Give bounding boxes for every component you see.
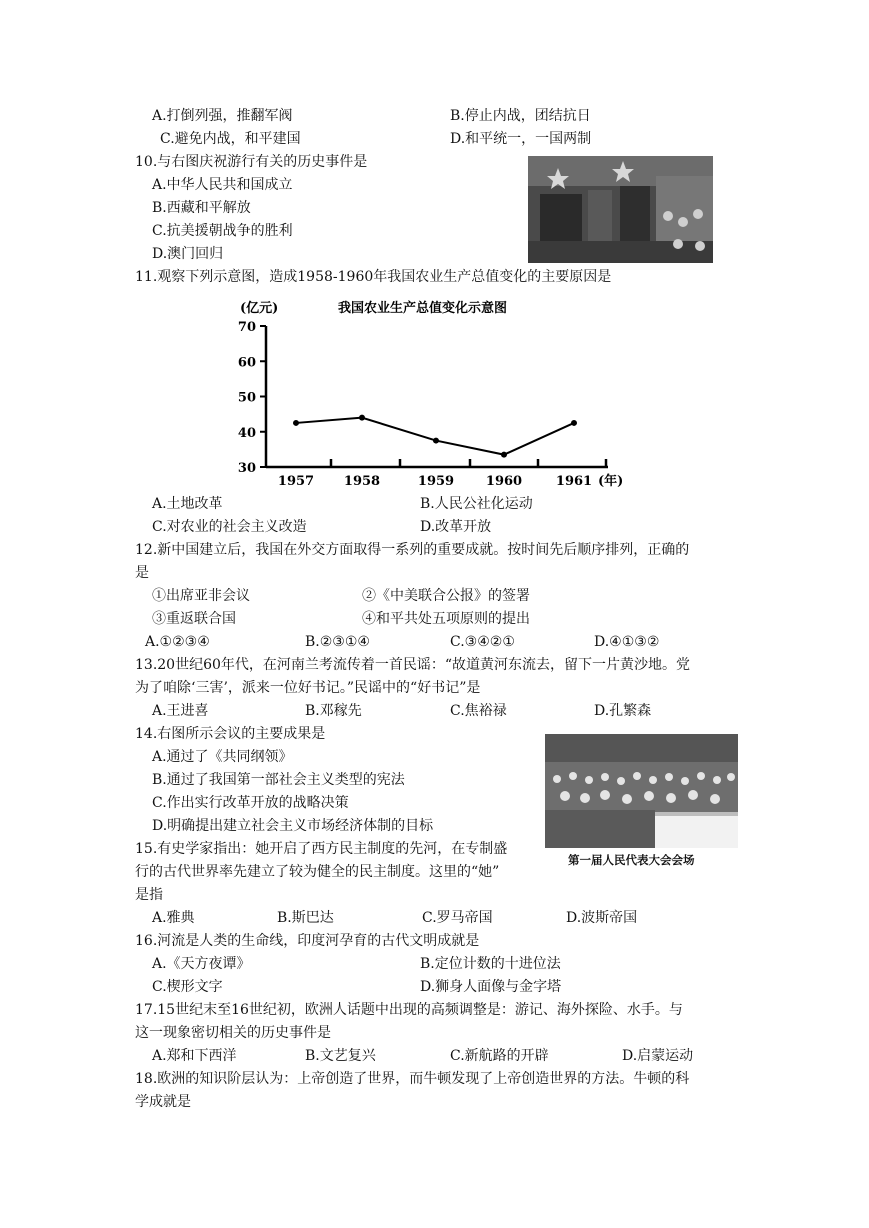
q12-item-3: ③重返联合国 (152, 611, 236, 627)
q17-stem-line2: 这一现象密切相关的历史事件是 (135, 1025, 331, 1041)
q11-stem: 11.观察下列示意图，造成1958-1960年我国农业生产总值变化的主要原因是 (135, 269, 612, 285)
q11-option-b: B.人民公社化运动 (420, 496, 533, 512)
q15-stem-line1: 15.有史学家指出：她开启了西方民主制度的先河，在专制盛 (135, 841, 508, 857)
q15-option-d: D.波斯帝国 (566, 910, 638, 926)
q9-option-b: B.停止内战，团结抗日 (450, 108, 591, 124)
congress-photo (545, 734, 738, 848)
chart-ylabel: (亿元) (240, 301, 279, 316)
q10-option-a: A.中华人民共和国成立 (152, 177, 293, 193)
q18-stem-line2: 学成就是 (135, 1094, 191, 1110)
q13-option-b: B.邓稼先 (305, 703, 362, 719)
q13-stem-line1: 13.20世纪60年代，在河南兰考流传着一首民谣：“故道黄河东流去，留下一片黄沙地。党 (135, 657, 691, 673)
q10-option-d: D.澳门回归 (152, 246, 224, 262)
q12-stem-line2: 是 (135, 565, 149, 581)
parade-photo (528, 156, 713, 263)
q12-item-4: ④和平共处五项原则的提出 (362, 611, 530, 627)
q12-option-a: A.①②③④ (145, 634, 210, 650)
x-tick-label: 1957 (277, 474, 315, 489)
q12-option-c: C.③④②① (450, 634, 515, 650)
q17-option-c: C.新航路的开辟 (450, 1048, 549, 1064)
data-point (433, 438, 439, 444)
x-tick-label: 1961 (555, 474, 593, 489)
series-line (296, 418, 574, 455)
q9-option-a: A.打倒列强，推翻军阀 (152, 108, 293, 124)
q13-option-c: C.焦裕禄 (450, 703, 507, 719)
q14-option-c: C.作出实行改革开放的战略决策 (152, 795, 349, 811)
x-tick-label: 1960 (485, 474, 523, 489)
q11-option-a: A.土地改革 (152, 496, 223, 512)
q17-option-a: A.郑和下西洋 (152, 1048, 237, 1064)
x-tick-label: 1958 (343, 474, 381, 489)
q12-item-2: ②《中美联合公报》的签署 (362, 588, 530, 604)
chart-xlabel: (年) (598, 474, 624, 489)
q12-option-b: B.②③①④ (305, 634, 370, 650)
q18-stem-line1: 18.欧洲的知识阶层认为：上帝创造了世界，而牛顿发现了上帝创造世界的方法。牛顿的科 (135, 1071, 690, 1087)
q16-option-a: A.《天方夜谭》 (152, 956, 251, 972)
congress-photo-caption: 第一届人民代表大会会场 (568, 853, 695, 867)
data-point (501, 452, 507, 458)
data-point (571, 420, 577, 426)
q13-option-a: A.王进喜 (152, 703, 209, 719)
data-point (359, 415, 365, 421)
q14-option-d: D.明确提出建立社会主义市场经济体制的目标 (152, 818, 434, 834)
q14-stem: 14.右图所示会议的主要成果是 (135, 726, 326, 742)
q11-option-c: C.对农业的社会主义改造 (152, 519, 307, 535)
q15-stem-line3: 是指 (135, 887, 163, 903)
x-tick-label: 1959 (417, 474, 455, 489)
q12-item-1: ①出席亚非会议 (152, 588, 250, 604)
q17-option-d: D.启蒙运动 (622, 1048, 694, 1064)
q16-option-c: C.楔形文字 (152, 979, 223, 995)
q15-option-b: B.斯巴达 (277, 910, 334, 926)
q12-option-d: D.④①③② (594, 634, 660, 650)
q16-option-b: B.定位计数的十进位法 (420, 956, 561, 972)
q10-option-c: C.抗美援朝战争的胜利 (152, 223, 293, 239)
chart-title: 我国农业生产总值变化示意图 (338, 301, 508, 316)
y-tick-label: 60 (237, 355, 256, 371)
y-tick-label: 40 (237, 425, 256, 441)
agriculture-output-chart (226, 292, 646, 492)
q11-option-d: D.改革开放 (420, 519, 492, 535)
data-point (293, 420, 299, 426)
q15-option-a: A.雅典 (152, 910, 195, 926)
q9-option-c: C.避免内战，和平建国 (160, 131, 301, 147)
q14-option-a: A.通过了《共同纲领》 (152, 749, 293, 765)
q15-stem-line2: 行的古代世界率先建立了较为健全的民主制度。这里的“她” (135, 864, 500, 880)
q14-option-b: B.通过了我国第一部社会主义类型的宪法 (152, 772, 405, 788)
q9-option-d: D.和平统一，一国两制 (450, 131, 592, 147)
y-tick-label: 50 (237, 390, 256, 406)
q12-stem-line1: 12.新中国建立后，我国在外交方面取得一系列的重要成就。按时间先后顺序排列，正确的 (135, 542, 690, 558)
y-tick-label: 30 (237, 461, 256, 476)
q16-option-d: D.狮身人面像与金字塔 (420, 979, 562, 995)
q13-option-d: D.孔繁森 (594, 703, 652, 719)
y-tick-label: 70 (237, 320, 256, 335)
q13-stem-line2: 为了咱除‘三害’，派来一位好书记。”民谣中的“好书记”是 (135, 680, 481, 696)
q16-stem: 16.河流是人类的生命线，印度河孕育的古代文明成就是 (135, 933, 480, 949)
q10-stem: 10.与右图庆祝游行有关的历史事件是 (135, 154, 368, 170)
q15-option-c: C.罗马帝国 (422, 910, 493, 926)
q17-option-b: B.文艺复兴 (305, 1048, 376, 1064)
q17-stem-line1: 17.15世纪末至16世纪初，欧洲人话题中出现的高频调整是：游记、海外探险、水手。与 (135, 1002, 683, 1018)
q10-option-b: B.西藏和平解放 (152, 200, 251, 216)
